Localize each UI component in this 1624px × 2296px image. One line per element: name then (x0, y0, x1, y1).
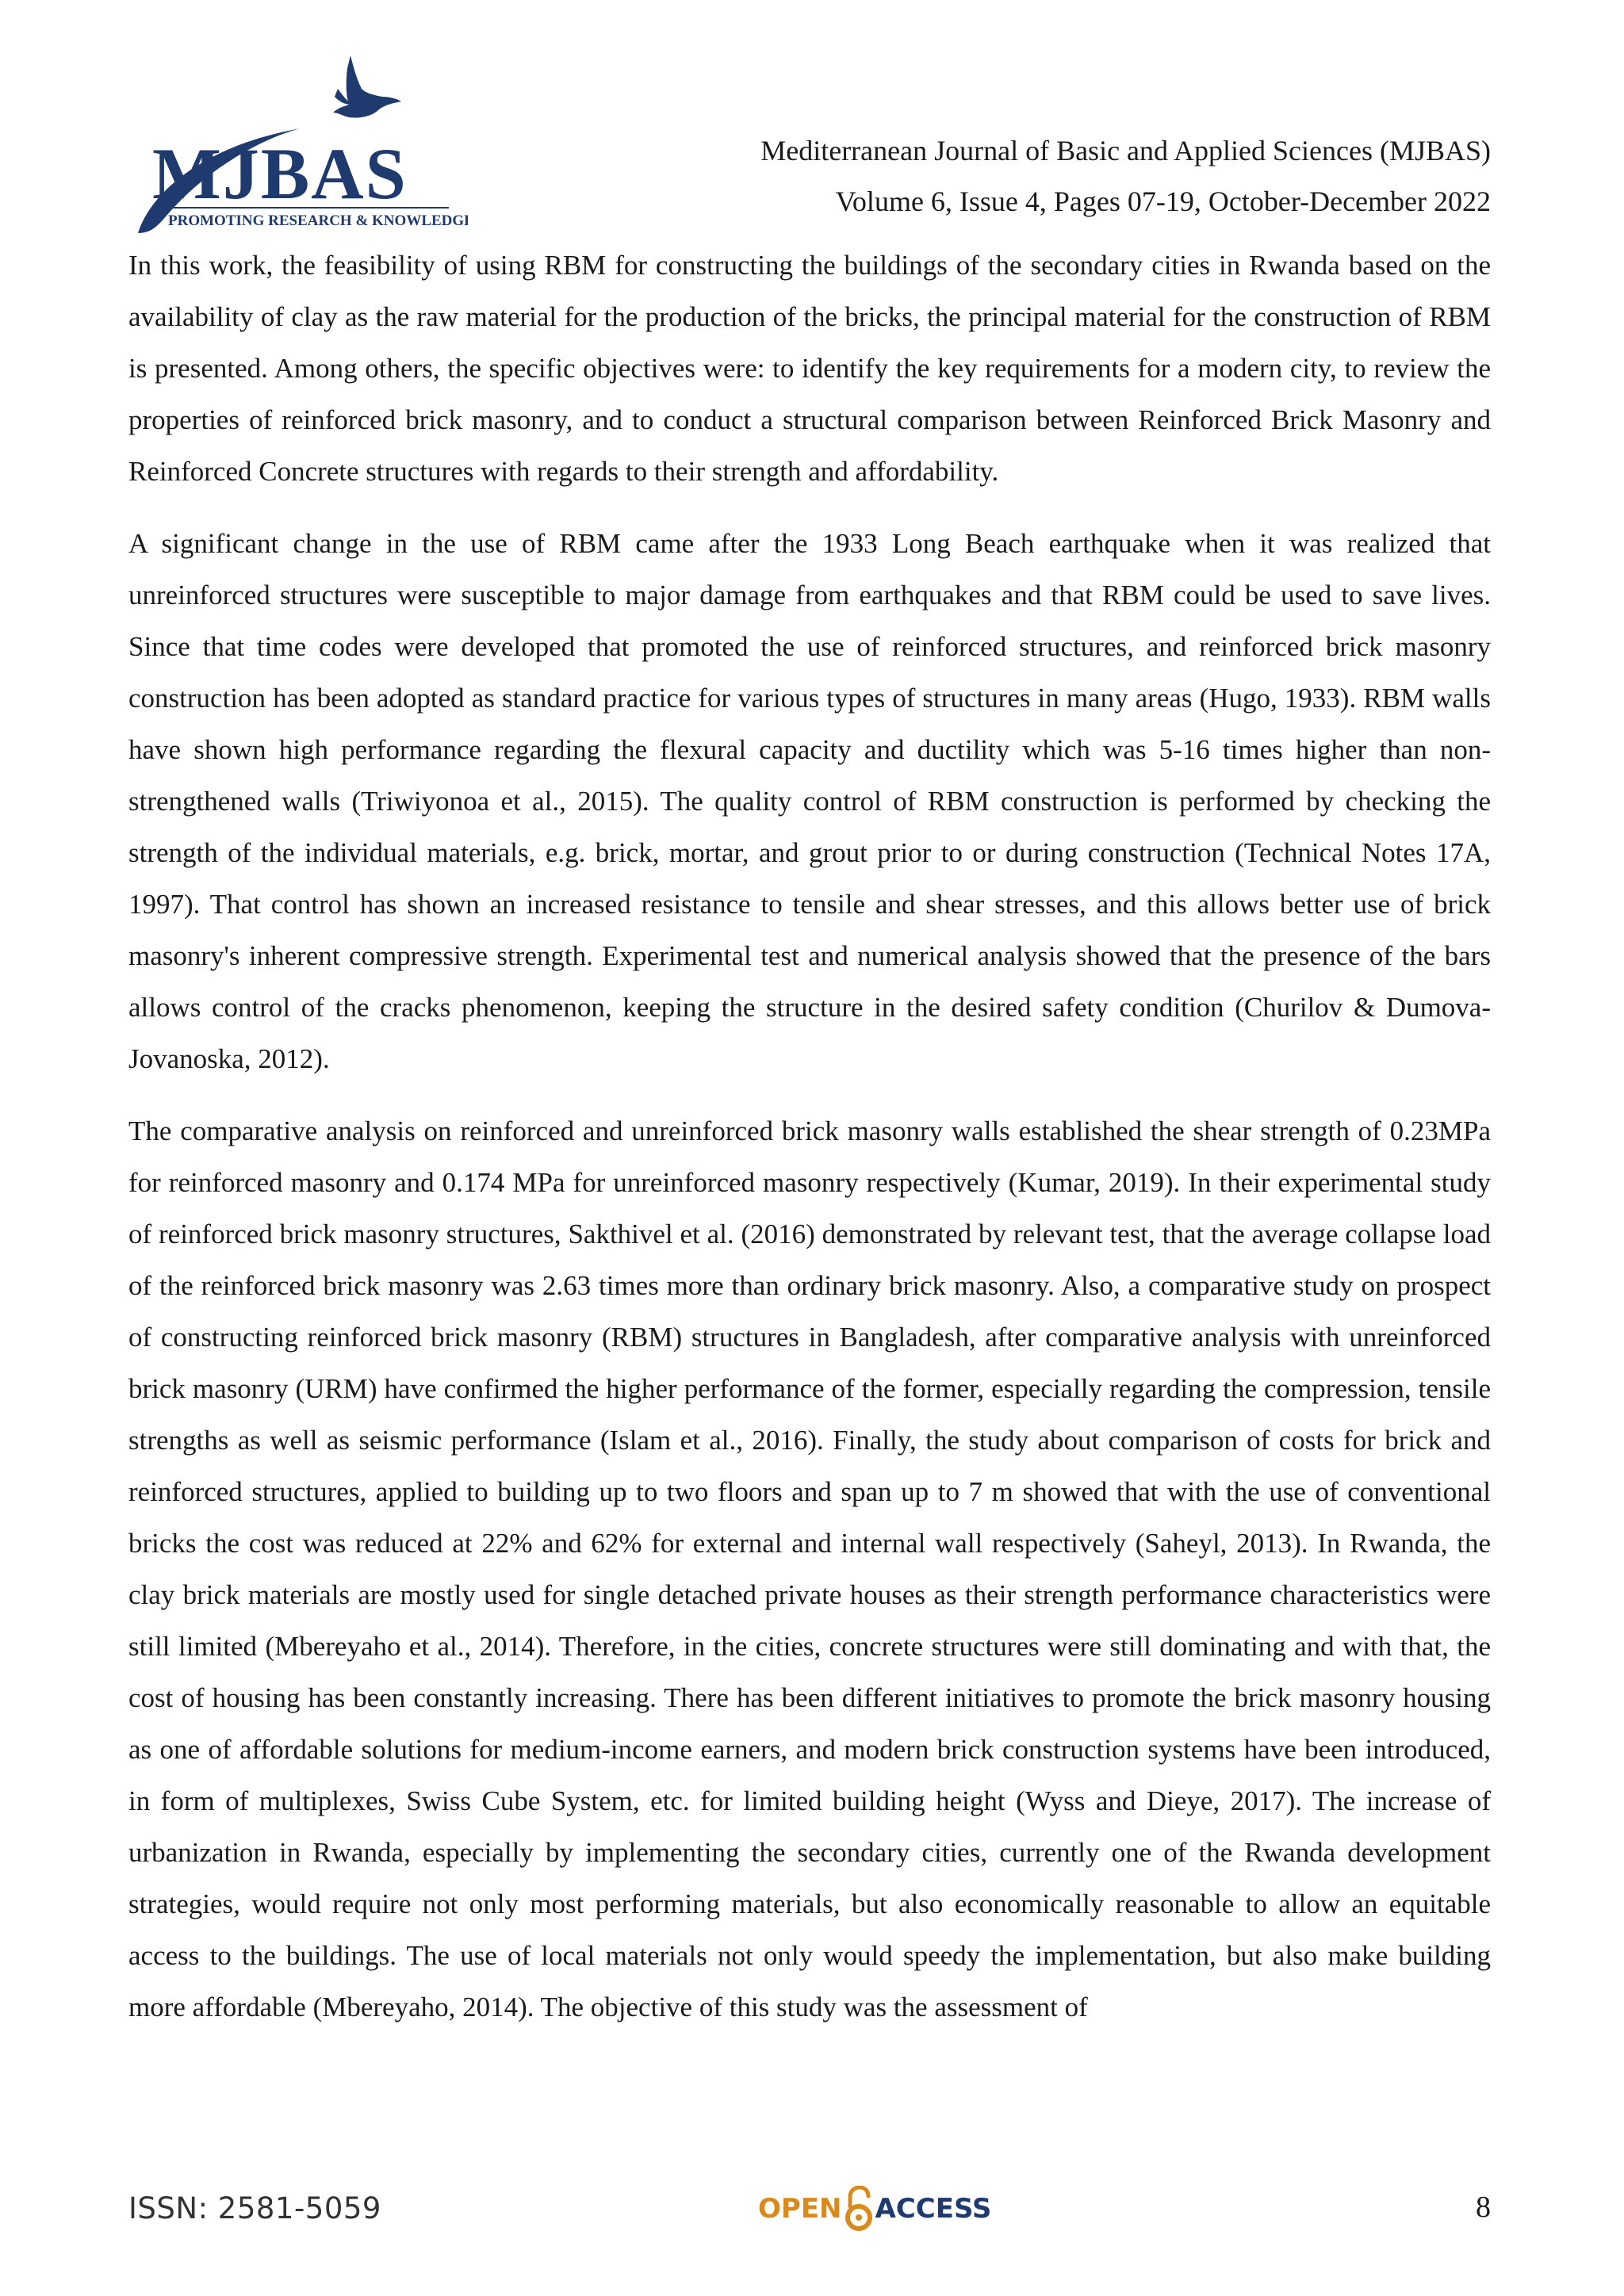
journal-title: Mediterranean Journal of Basic and Applied Sciences (MJBAS) (760, 135, 1491, 166)
footer-issn: ISSN: 2581-5059 (128, 2191, 381, 2225)
open-lock-icon (844, 2186, 874, 2232)
journal-issue: Volume 6, Issue 4, Pages 07-19, October-December 2022 (835, 186, 1491, 217)
journal-header (760, 125, 1491, 227)
open-access-badge (758, 2185, 991, 2233)
access-label: ACCESS (875, 2193, 992, 2225)
body-paragraph-2: A significant change in the use of RBM came after the 1933 Long Beach earthquake when it was realized that unreinforced structures were susceptible to major damage from earthquakes and that RBM could be used to save lives. Since that time codes were developed that promoted the use of reinforced structures, and reinforced brick masonry construction has been adopted as standard practice for various types of structures in many areas (Hugo, 1933). RBM walls have shown high performance regarding the flexural capacity and ductility which was 5-16 times higher than non-strengthened walls (Triwiyonoa et al., 2015). The quality control of RBM construction is performed by checking the strength of the individual materials, e.g. brick, mortar, and grout prior to or during construction (Technical Notes 17A, 1997). That control has shown an increased resistance to tensile and shear stresses, and this allows better use of brick masonry's inherent compressive strength. Experimental test and numerical analysis showed that the presence of the bars allows control of the cracks phenomenon, keeping the structure in the desired safety condition (Churilov & Dumova-Jovanoska, 2012). (128, 528, 1491, 1074)
logo-tagline: PROMOTING RESEARCH & KNOWLEDGE (168, 212, 468, 229)
page-number: 8 (1476, 2191, 1491, 2224)
article-body (128, 239, 1491, 2053)
logo-wordmark: MJBAS (152, 133, 408, 214)
body-paragraph-3: The comparative analysis on reinforced and unreinforced brick masonry walls established the shear strength of 0.23MPa for reinforced masonry and 0.174 MPa for unreinforced masonry respectively (Kumar, 2019). In their experimental study of reinforced brick masonry structures, Sakthivel et al. (2016) demonstrated by relevant test, that the average collapse load of the reinforced brick masonry was 2.63 times more than ordinary brick masonry. Also, a comparative study on prospect of constructing reinforced brick masonry (RBM) structures in Bangladesh, after comparative analysis with unreinforced brick masonry (URM) have confirmed the higher performance of the former, especially regarding the compression, tensile strengths as well as seismic performance (Islam et al., 2016). Finally, the study about comparison of costs for brick and reinforced structures, applied to building up to two floors and span up to 7 m showed that with the use of conventional bricks the cost was reduced at 22% and 62% for external and internal wall respectively (Saheyl, 2013). In Rwanda, the clay brick materials are mostly used for single detached private houses as their strength performance characteristics were still limited (Mbereyaho et al., 2014). Therefore, in the cities, concrete structures were still dominating and with that, the cost of housing has been constantly increasing. There has been different initiatives to promote the brick masonry housing as one of affordable solutions for medium-income earners, and modern brick construction systems have been introduced, in form of multiplexes, Swiss Cube System, etc. for limited building height (Wyss and Dieye, 2017). The increase of urbanization in Rwanda, especially by implementing the secondary cities, currently one of the Rwanda development strategies, would require not only most performing materials, but also economically reasonable to allow an equitable access to the buildings. The use of local materials not only would speedy the implementation, but also make building more affordable (Mbereyaho, 2014). The objective of this study was the assessment of (128, 1115, 1491, 2022)
open-label: OPEN (758, 2193, 842, 2225)
body-paragraph-1: In this work, the feasibility of using RBM for constructing the buildings of the secondary cities in Rwanda based on the availability of clay as the raw material for the production of the bricks, the principal material for the construction of RBM is presented. Among others, the specific objectives were: to identify the key requirements for a modern city, to review the properties of reinforced brick masonry, and to conduct a structural comparison between Reinforced Brick Masonry and Reinforced Concrete structures with regards to their strength and affordability. (128, 250, 1491, 487)
bird-icon (333, 55, 401, 118)
journal-logo (119, 49, 468, 239)
